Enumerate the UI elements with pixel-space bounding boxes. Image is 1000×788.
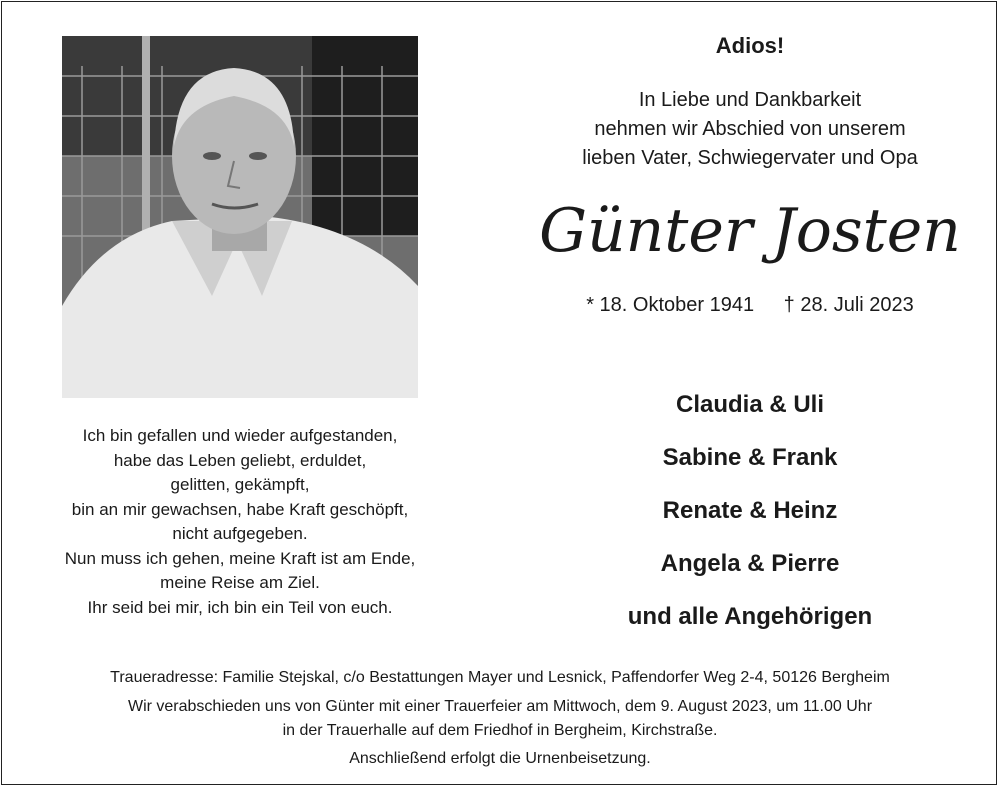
poem-line: Ihr seid bei mir, ich bin ein Teil von euch. xyxy=(87,597,393,617)
mourner-entry: Renate & Heinz xyxy=(662,497,838,524)
deceased-name: Günter Josten xyxy=(539,196,961,266)
mourner-entry: Angela & Pierre xyxy=(660,550,840,577)
poem-line: habe das Leben geliebt, erduldet, xyxy=(113,450,367,470)
poem-line: Ich bin gefallen und wieder aufgestanden, xyxy=(82,426,398,445)
ceremony-line: Wir verabschieden uns von Günter mit einer Trauerfeier am Mittwoch, dem 9. August 2023, um 11.00 Uhr xyxy=(127,698,873,715)
intro-line: lieben Vater, Schwiegervater und Opa xyxy=(582,147,918,169)
birth-date: * 18. Oktober 1941 xyxy=(586,294,755,316)
poem-line: nicht aufgegeben. xyxy=(172,524,308,543)
notice-heading: Adios! xyxy=(715,33,785,58)
poem-line: meine Reise am Ziel. xyxy=(160,573,320,592)
mourner-entry: und alle Angehörigen xyxy=(627,603,873,630)
mourner-entry: Claudia & Uli xyxy=(675,391,825,418)
death-date: † 28. Juli 2023 xyxy=(783,294,914,316)
poem xyxy=(40,424,440,620)
intro-text xyxy=(540,86,960,173)
intro-line: In Liebe und Dankbarkeit xyxy=(638,89,862,111)
mourners-list xyxy=(560,378,940,643)
ceremony-line: in der Trauerhalle auf dem Friedhof in Bergheim, Kirchstraße. xyxy=(282,722,718,739)
poem-line: Nun muss ich gehen, meine Kraft ist am Ende, xyxy=(64,548,416,568)
urn-burial-note: Anschließend erfolgt die Urnenbeisetzung. xyxy=(349,750,651,767)
portrait-photo xyxy=(62,36,418,398)
intro-line: nehmen wir Abschied von unserem xyxy=(594,118,906,140)
mourner-entry: Sabine & Frank xyxy=(662,444,838,471)
poem-line: bin an mir gewachsen, habe Kraft geschöpft, xyxy=(71,499,409,519)
poem-line: gelitten, gekämpft, xyxy=(170,475,310,494)
footer-info xyxy=(20,666,980,771)
life-dates xyxy=(560,294,940,317)
mourning-address: Traueradresse: Familie Stejskal, c/o Bestattungen Mayer und Lesnick, Paffendorfer Weg 2-4, 50126 Bergheim xyxy=(110,669,890,686)
